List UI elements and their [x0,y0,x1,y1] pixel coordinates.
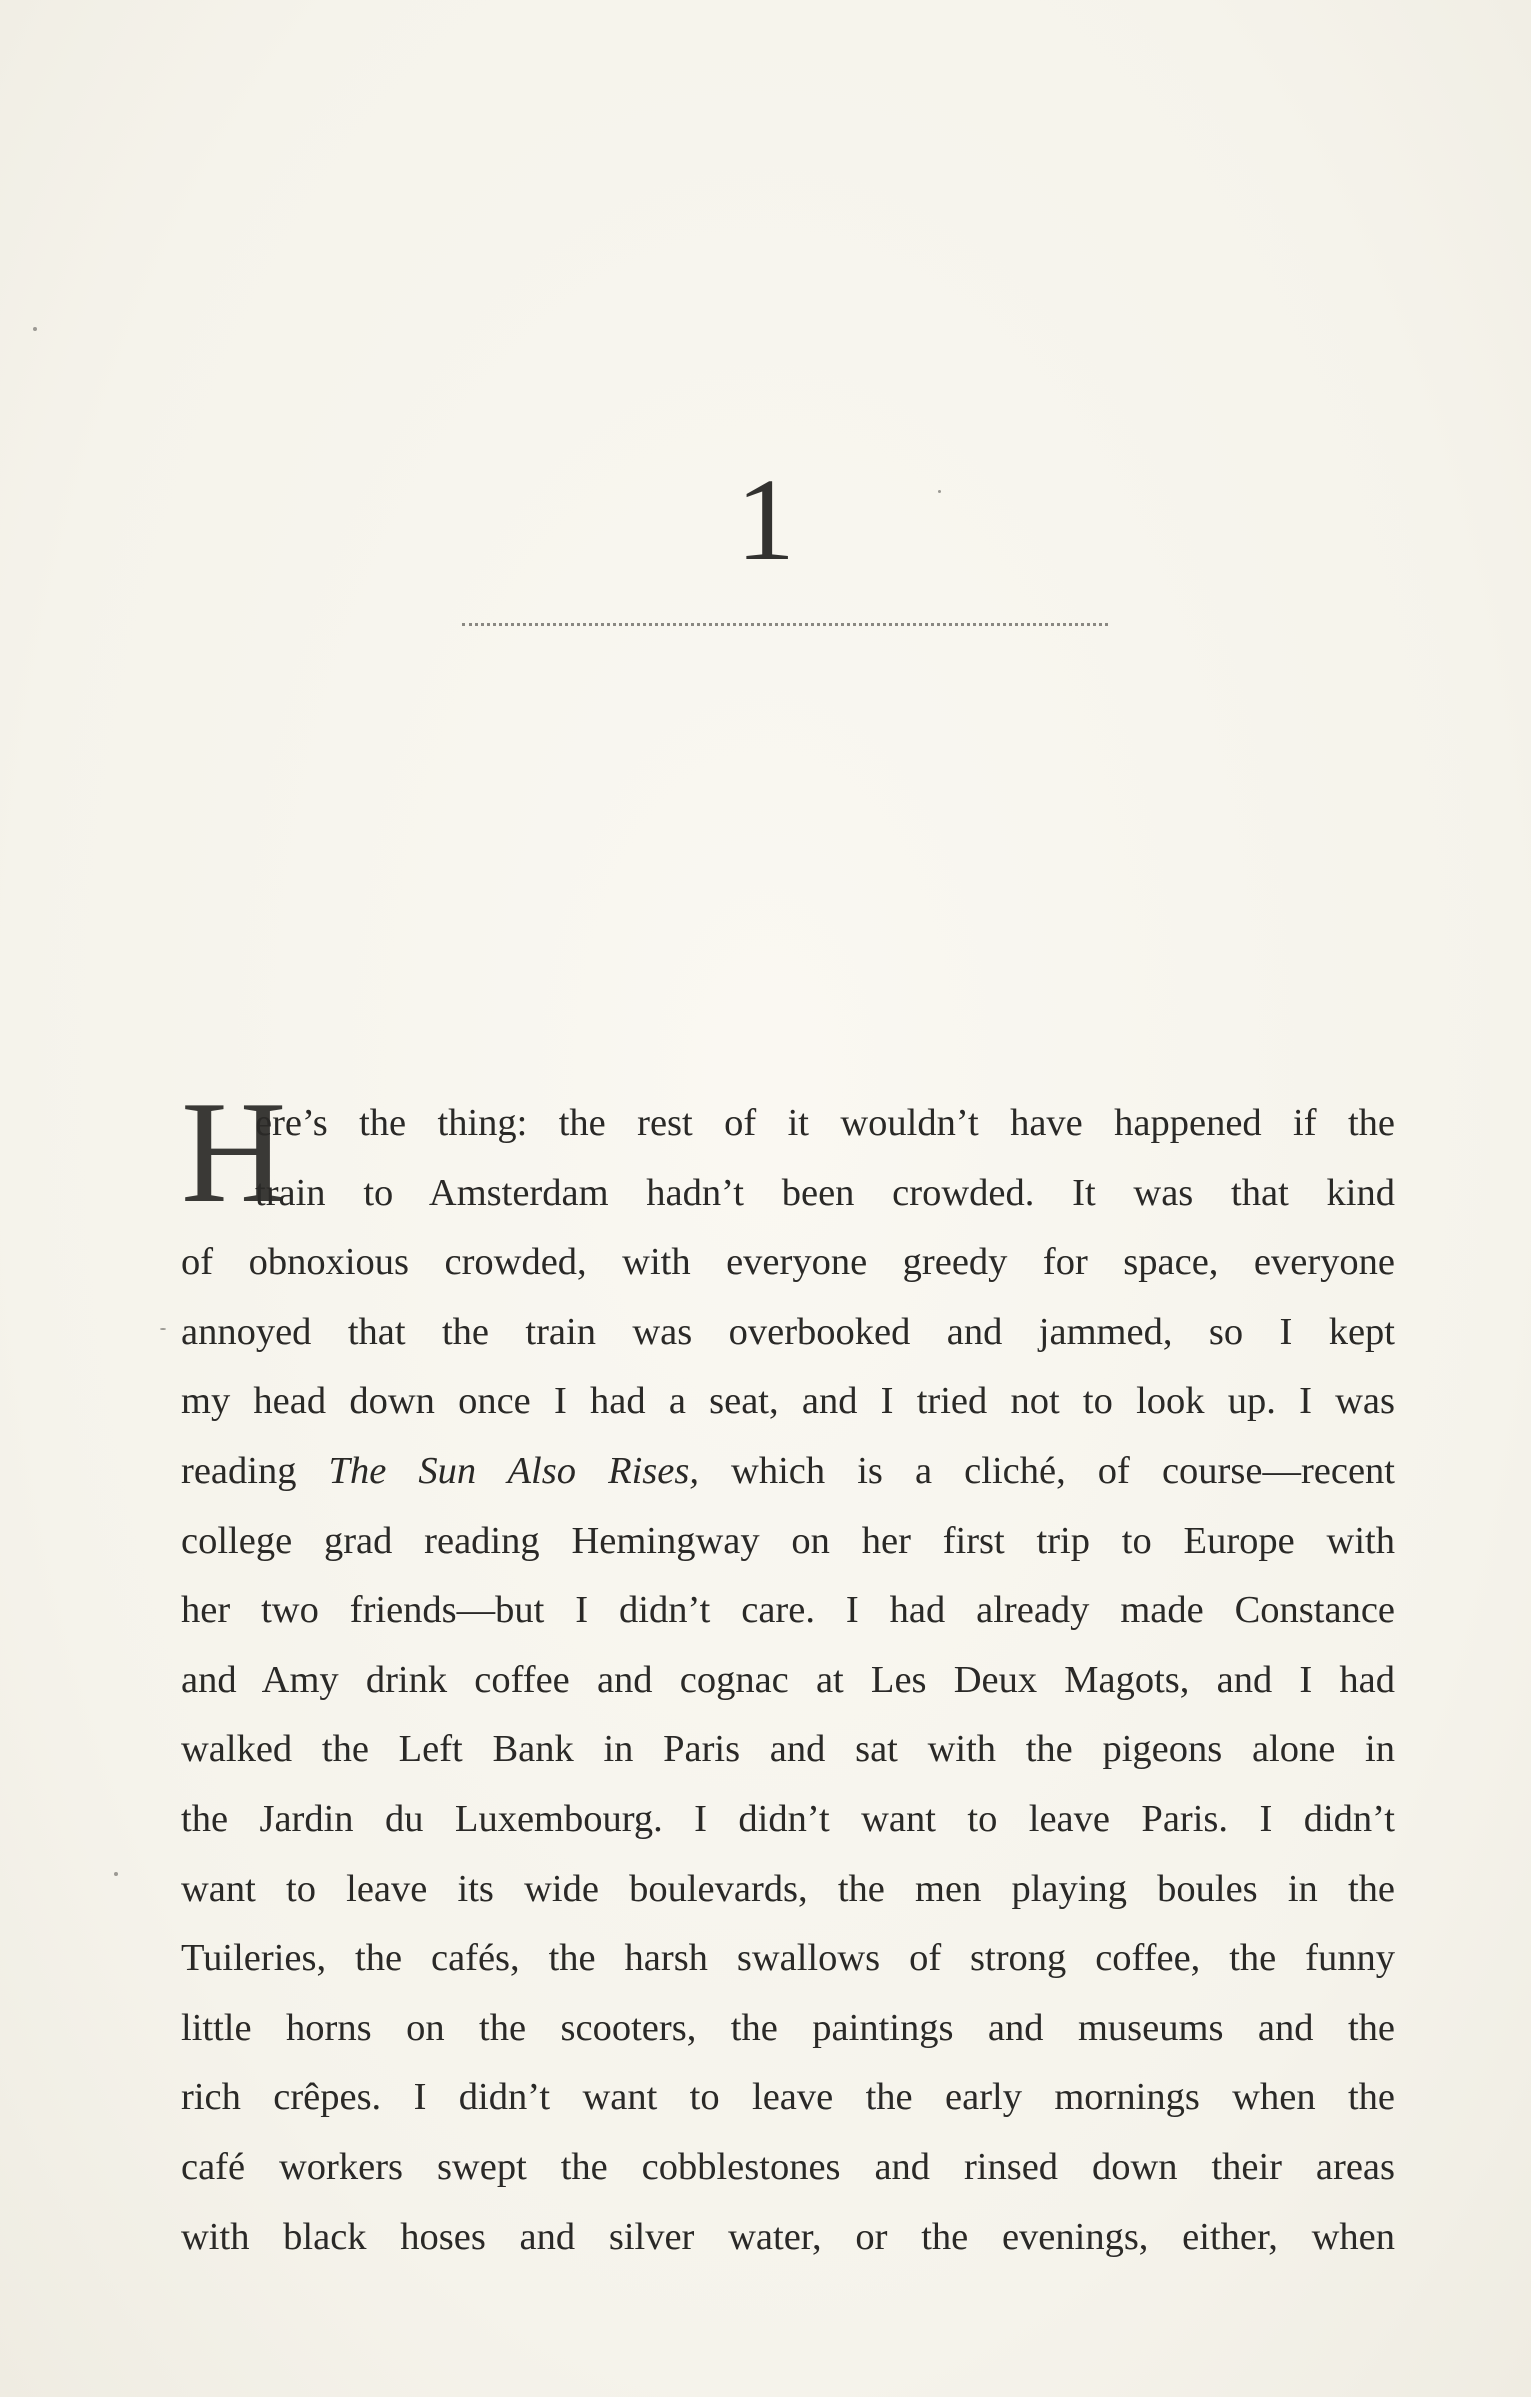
text-line-13: Tuileries, the cafés, the harsh swallows of strong coffee, the funny [181,1937,1395,1980]
book-title-italic: The Sun Also Rises, [328,1449,699,1492]
text-line-11: the Jardin du Luxembourg. I didn’t want to leave Paris. I didn’t [181,1797,1395,1840]
text-line-14: little horns on the scooters, the paintings and museums and the [181,2006,1395,2049]
text-line-6-tail: which is a cliché, of course—recent [698,1449,1395,1492]
text-line-4: annoyed that the train was overbooked and jammed, so I kept [181,1310,1395,1353]
paper-speck [938,490,941,493]
chapter-dotted-rule [462,623,1108,626]
text-line-1: ere’s the thing: the rest of it wouldn’t have happened if the [255,1102,1395,1144]
text-line-12: want to leave its wide boulevards, the men playing boules in the [181,1867,1395,1910]
text-line-7: college grad reading Hemingway on her first trip to Europe with [181,1519,1395,1562]
paper-speck [33,327,37,331]
text-line-5: my head down once I had a seat, and I tried not to look up. I was [181,1380,1395,1423]
text-line-6-lead: reading [181,1449,329,1492]
text-line-6 [181,1437,1395,1507]
text-line-2: train to Amsterdam hadn’t been crowded. It was that kind [255,1171,1395,1214]
chapter-number: 1 [736,454,795,585]
paper-speck [114,1872,118,1876]
text-line-8: her two friends—but I didn’t care. I had already made Constance [181,1589,1395,1632]
drop-cap: H [181,1071,287,1233]
text-line-16: café workers swept the cobblestones and rinsed down their areas [181,2145,1395,2188]
text-line-15: rich crêpes. I didn’t want to leave the early mornings when the [181,2076,1395,2119]
body-paragraph [181,1071,1395,2272]
text-line-9: and Amy drink coffee and cognac at Les Deux Magots, and I had [181,1658,1395,1701]
text-line-17: with black hoses and silver water, or the evenings, either, when [181,2215,1395,2258]
text-line-3: of obnoxious crowded, with everyone greedy for space, everyone [181,1241,1395,1284]
text-line-10: walked the Left Bank in Paris and sat with the pigeons alone in [181,1728,1395,1771]
paper-speck [160,1328,166,1330]
